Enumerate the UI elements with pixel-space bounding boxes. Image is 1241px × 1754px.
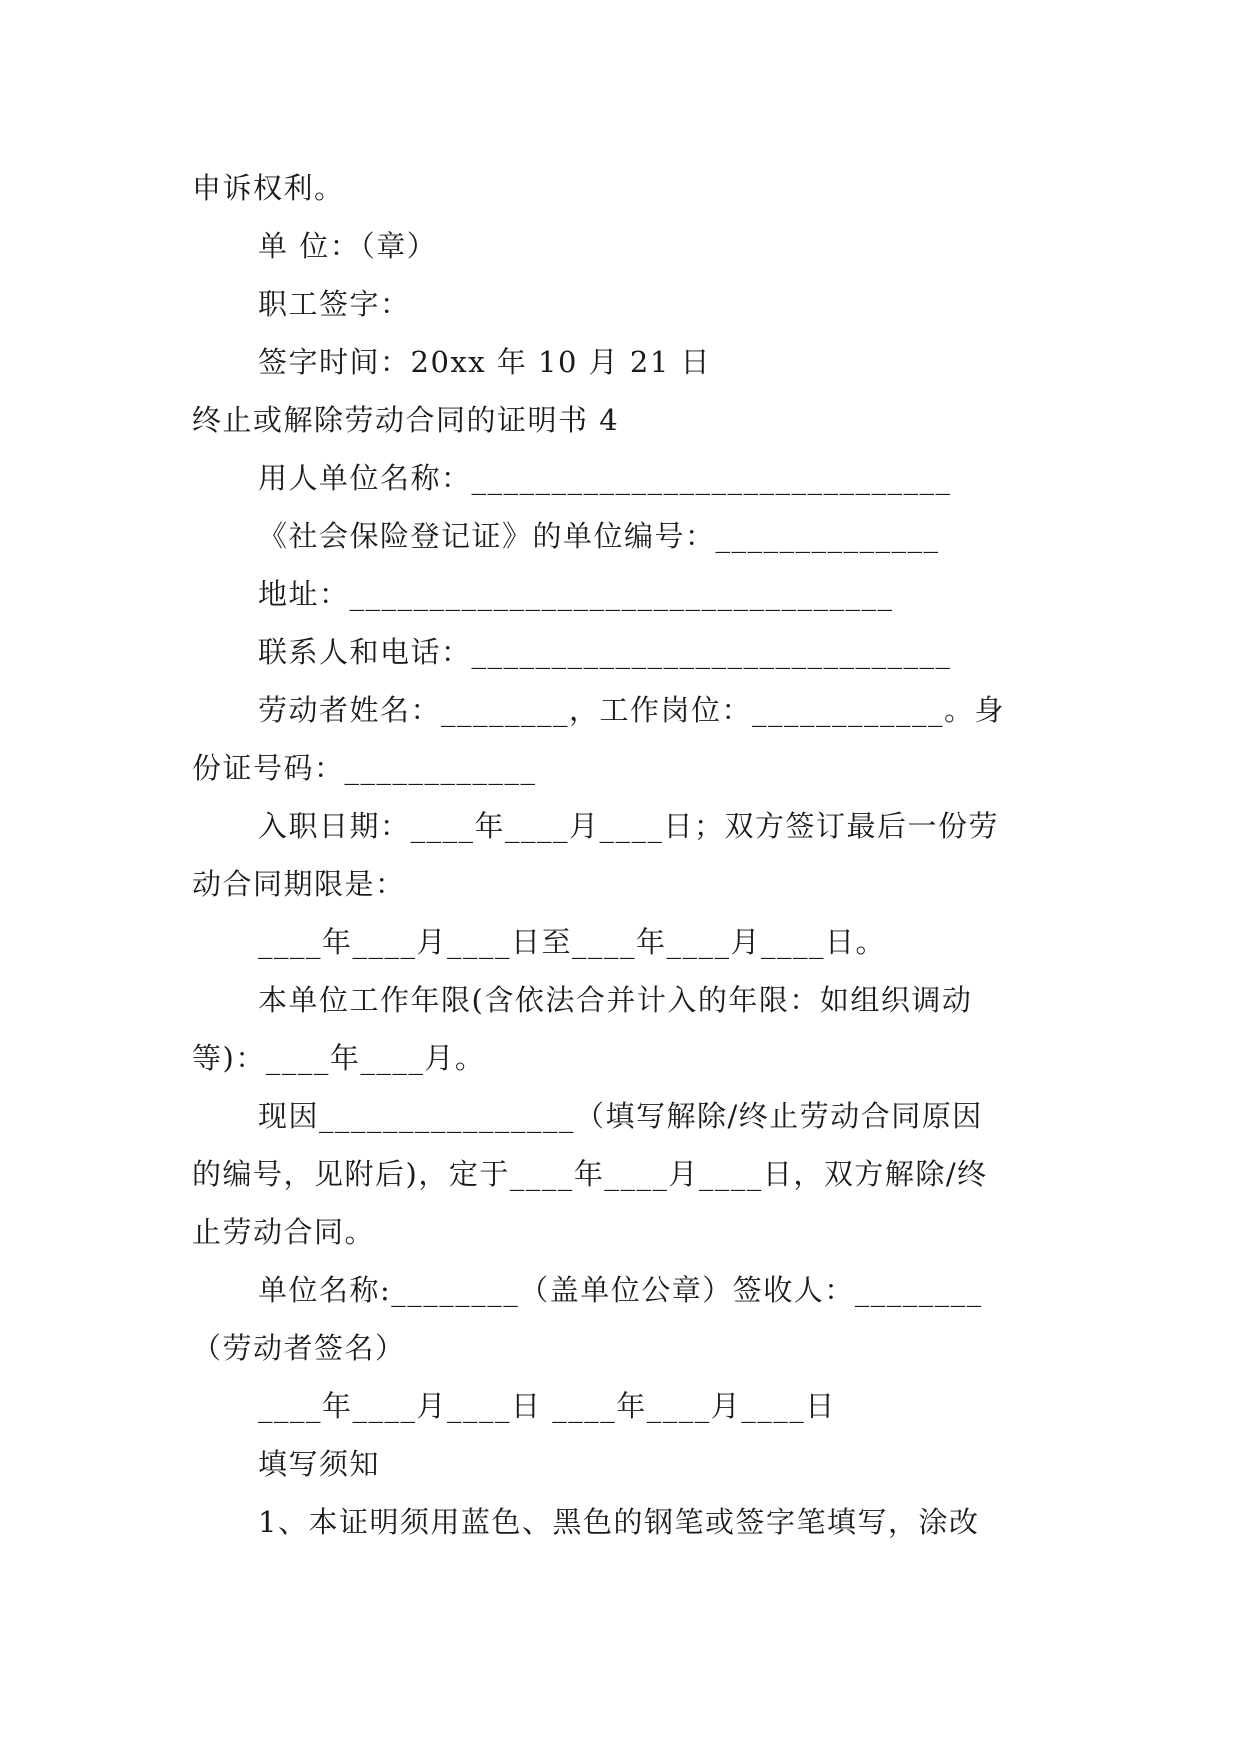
text-line: 份证号码：____________ bbox=[192, 751, 537, 785]
text-line: 单 位：（章） bbox=[258, 229, 438, 263]
text-line: 入职日期：____年____月____日；双方签订最后一份劳 bbox=[258, 809, 1000, 843]
text-line: 职工签字： bbox=[258, 287, 411, 321]
text-line: 等)：____年____月。 bbox=[192, 1041, 486, 1075]
form-field-insurance-number: 《社会保险登记证》的单位编号：______________ bbox=[258, 519, 940, 553]
text-line: ____年____月____日至____年____月____日。 bbox=[258, 925, 887, 959]
text-line: 劳动者姓名：________，工作岗位：____________。身 bbox=[258, 693, 1006, 727]
form-field-address: 地址：__________________________________ bbox=[258, 577, 894, 611]
text-line: 本单位工作年限(含依法合并计入的年限：如组织调动 bbox=[258, 983, 973, 1017]
form-field-employer-name: 用人单位名称：______________________________ bbox=[258, 461, 952, 495]
text-line: 的编号，见附后)，定于____年____月____日，双方解除/终 bbox=[192, 1157, 988, 1191]
text-line: 1、本证明须用蓝色、黑色的钢笔或签字笔填写，涂改 bbox=[258, 1505, 980, 1539]
signature-line: 单位名称:________（盖单位公章）签收人：________ bbox=[258, 1273, 983, 1307]
notes-heading: 填写须知 bbox=[258, 1447, 381, 1481]
text-line: 申诉权利。 bbox=[192, 171, 345, 205]
section-title: 终止或解除劳动合同的证明书 4 bbox=[192, 403, 620, 437]
text-line: 现因________________（填写解除/终止劳动合同原因 bbox=[258, 1099, 983, 1133]
text-line: （劳动者签名） bbox=[192, 1331, 406, 1365]
text-line: 动合同期限是： bbox=[192, 867, 406, 901]
text-line: 止劳动合同。 bbox=[192, 1215, 376, 1249]
text-line: 签字时间：20xx 年 10 月 21 日 bbox=[258, 345, 712, 379]
form-field-contact: 联系人和电话：______________________________ bbox=[258, 635, 952, 669]
date-line: ____年____月____日 ____年____月____日 bbox=[258, 1389, 836, 1423]
